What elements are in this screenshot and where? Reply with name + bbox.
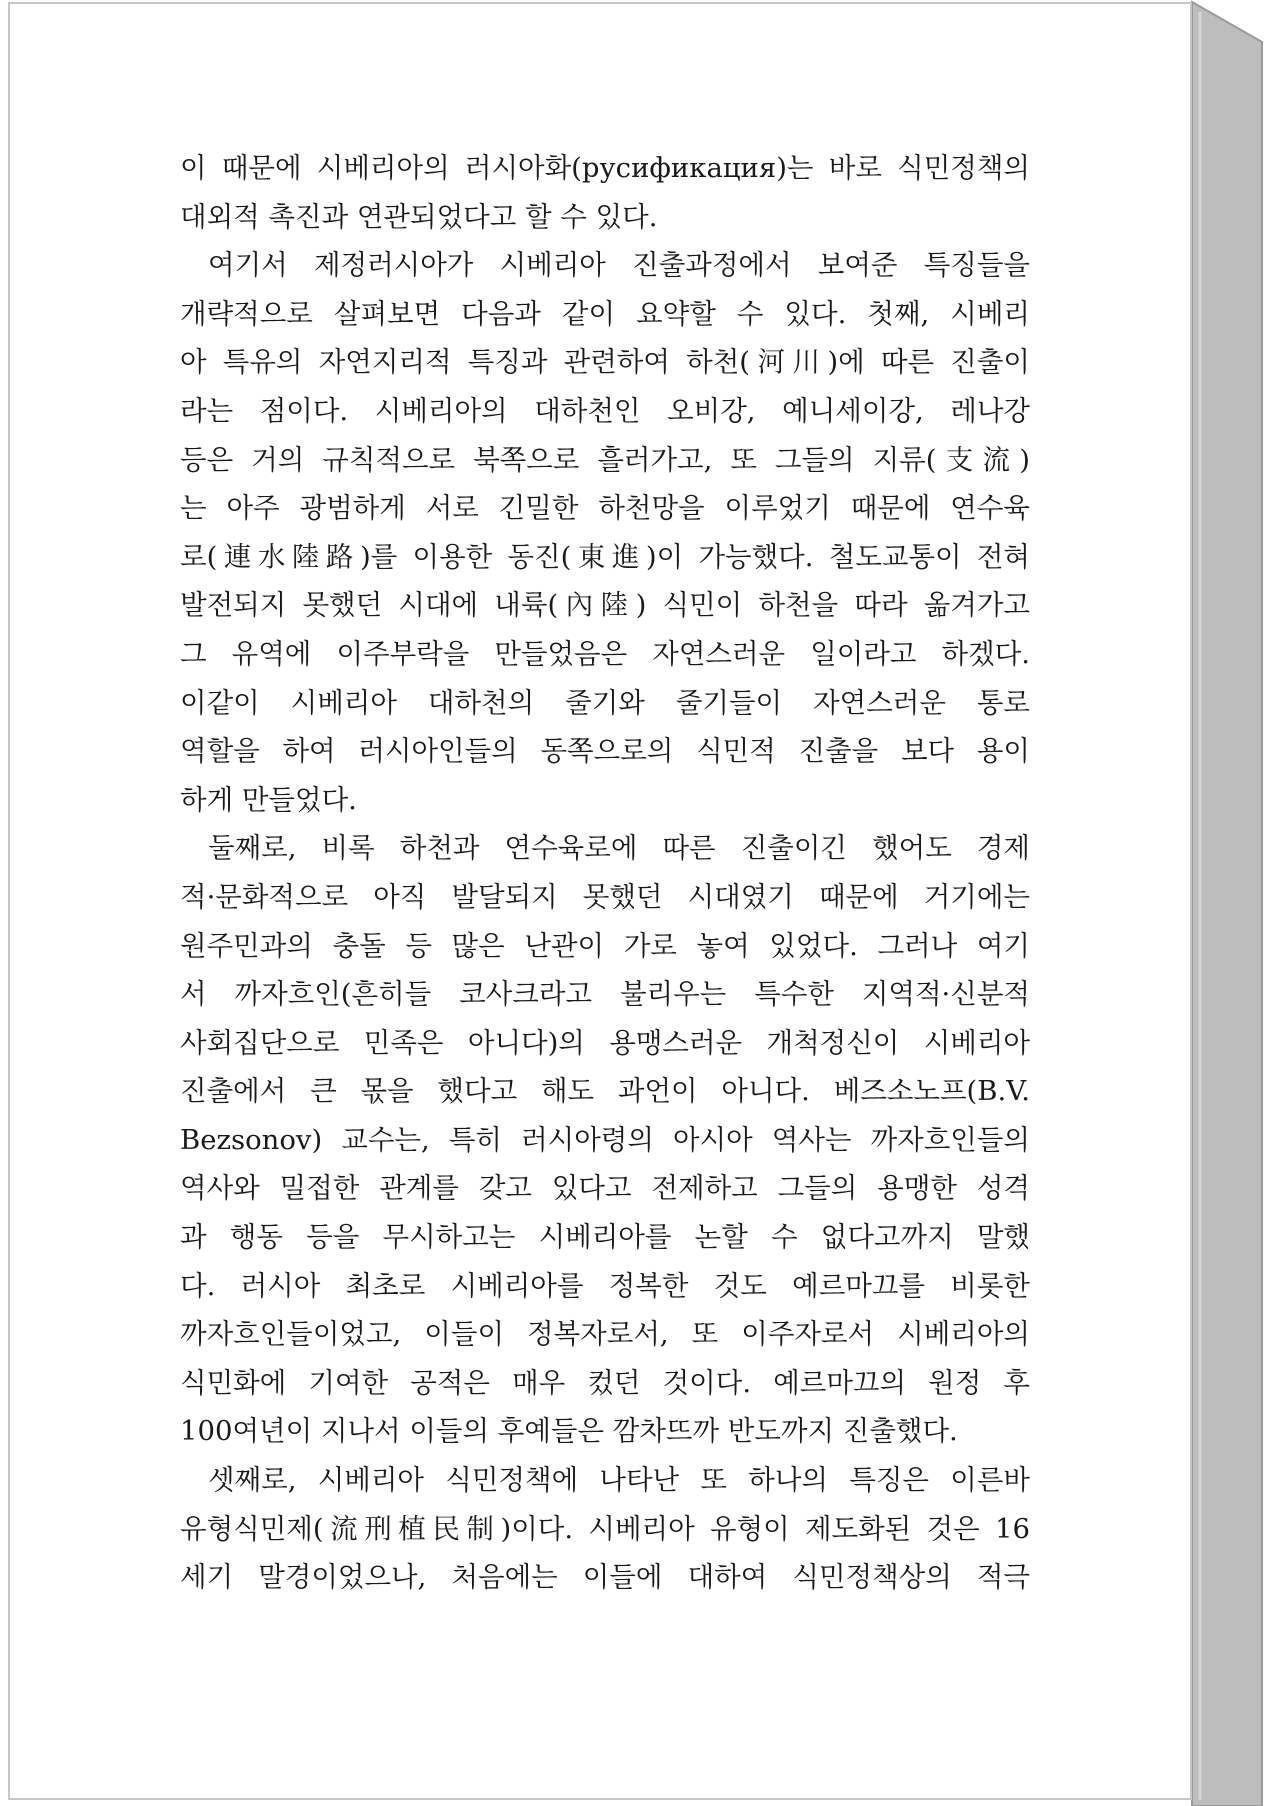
- text-line: Bezsonov) 교수는, 특히 러시아령의 아시아 역사는 까자흐인들의: [180, 1123, 1030, 1156]
- text-line: 까자흐인들이었고, 이들이 정복자로서, 또 이주자로서 시베리아의: [180, 1318, 1030, 1351]
- text-line: 서 까자흐인(흔히들 코사크라고 불리우는 특수한 지역적·신분적: [180, 978, 1030, 1011]
- body-text: [180, 144, 1030, 1602]
- book-spine-side: [1192, 2, 1262, 1806]
- text-line: 역사와 밀접한 관계를 갖고 있다고 전제하고 그들의 용맹한 성격: [180, 1172, 1030, 1205]
- text-line: 로(連水陸路)를 이용한 동진(東進)이 가능했다. 철도교통이 전혀: [180, 540, 1030, 573]
- text-line: 아 특유의 자연지리적 특징과 관련하여 하천(河川)에 따른 진출이: [180, 346, 1030, 379]
- text-line: 식민화에 기여한 공적은 매우 컸던 것이다. 예르마끄의 원정 후: [180, 1366, 1030, 1399]
- book-page: [8, 2, 1192, 1800]
- text-line: 그 유역에 이주부락을 만들었음은 자연스러운 일이라고 하겠다.: [180, 637, 1030, 670]
- text-line: 진출에서 큰 몫을 했다고 해도 과언이 아니다. 베즈소노프(B.V.: [180, 1075, 1030, 1108]
- text-line: 여기서 제정러시아가 시베리아 진출과정에서 보여준 특징들을: [208, 249, 1030, 282]
- text-line: 100여년이 지나서 이들의 후예들은 깜차뜨까 반도까지 진출했다.: [180, 1415, 958, 1448]
- text-line: 원주민과의 충돌 등 많은 난관이 가로 놓여 있었다. 그러나 여기: [180, 929, 1030, 962]
- text-line: 유형식민제(流刑植民制)이다. 시베리아 유형이 제도화된 것은 16: [180, 1512, 1030, 1545]
- text-line: 둘째로, 비록 하천과 연수육로에 따른 진출이긴 했어도 경제: [208, 832, 1030, 865]
- text-line: 세기 말경이었으나, 처음에는 이들에 대하여 식민정책상의 적극: [180, 1561, 1030, 1594]
- text-line: 역할을 하여 러시아인들의 동쪽으로의 식민적 진출을 보다 용이: [180, 735, 1030, 768]
- text-line: 발전되지 못했던 시대에 내륙(內陸) 식민이 하천을 따라 옮겨가고: [180, 589, 1030, 622]
- text-line: 사회집단으로 민족은 아니다)의 용맹스러운 개척정신이 시베리아: [180, 1026, 1030, 1059]
- text-line: 셋째로, 시베리아 식민정책에 나타난 또 하나의 특징은 이른바: [208, 1464, 1030, 1497]
- text-line: 하게 만들었다.: [180, 783, 357, 816]
- text-line: 적·문화적으로 아직 발달되지 못했던 시대였기 때문에 거기에는: [180, 880, 1030, 913]
- text-line: 대외적 촉진과 연관되었다고 할 수 있다.: [180, 200, 658, 233]
- text-line: 개략적으로 살펴보면 다음과 같이 요약할 수 있다. 첫째, 시베리: [180, 297, 1030, 330]
- text-line: 등은 거의 규칙적으로 북쪽으로 흘러가고, 또 그들의 지류(支流): [180, 443, 1030, 476]
- text-line: 이 때문에 시베리아의 러시아화(русификация)는 바로 식민정책의: [180, 152, 1030, 184]
- text-line: 는 아주 광범하게 서로 긴밀한 하천망을 이루었기 때문에 연수육: [180, 492, 1030, 525]
- text-line: 이같이 시베리아 대하천의 줄기와 줄기들이 자연스러운 통로: [180, 686, 1030, 719]
- text-line: 다. 러시아 최초로 시베리아를 정복한 것도 예르마끄를 비롯한: [180, 1269, 1030, 1302]
- text-line: 과 행동 등을 무시하고는 시베리아를 논할 수 없다고까지 말했: [180, 1221, 1030, 1254]
- text-line: 라는 점이다. 시베리아의 대하천인 오비강, 예니세이강, 레나강: [180, 394, 1030, 427]
